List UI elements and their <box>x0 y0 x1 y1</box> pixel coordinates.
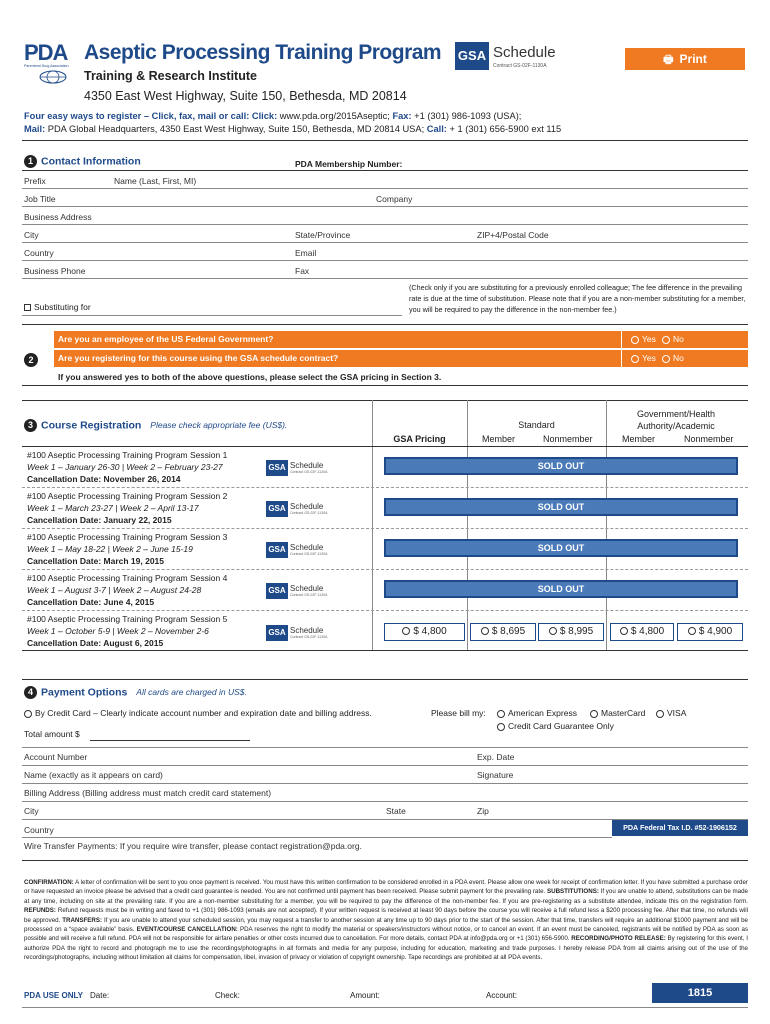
zip-field[interactable]: ZIP+4/Postal Code <box>477 230 549 240</box>
price-gov-member[interactable]: $ 4,800 <box>610 623 674 641</box>
radio-icon <box>497 710 505 718</box>
course-session-4 <box>27 572 227 608</box>
session-weeks: Week 1 – October 5-9 | Week 2 – November 2-6 <box>27 626 209 636</box>
price-gsa[interactable]: $ 4,800 <box>384 623 465 641</box>
register-call-label: Call: <box>424 124 447 134</box>
session-weeks: Week 1 – August 3-7 | Week 2 – August 24-28 <box>27 585 202 595</box>
substituting-checkbox[interactable] <box>24 302 91 312</box>
register-call: + 1 (301) 656-5900 ext 115 <box>446 124 562 134</box>
gov-member-header: Member <box>622 434 656 444</box>
gsa-pricing-header: GSA Pricing <box>393 434 446 444</box>
total-amount-field[interactable]: Total amount $ <box>24 729 80 739</box>
radio-icon <box>631 355 639 363</box>
billing-zip-field[interactable]: Zip <box>477 806 489 816</box>
price-gov-nonmember[interactable]: $ 4,900 <box>677 623 743 641</box>
gsa-schedule-text: Schedule <box>493 44 556 61</box>
institute-name: Training & Research Institute <box>84 69 257 83</box>
substituting-label: Substituting for <box>34 302 91 312</box>
amex-option[interactable]: American Express <box>497 708 577 718</box>
gsa-contract-row <box>54 350 748 367</box>
pda-use-only-label: PDA USE ONLY <box>24 991 83 1000</box>
radio-icon <box>656 710 664 718</box>
radio-icon <box>24 710 32 718</box>
pda-logo-tagline: Parenteral Drug Association <box>24 64 69 68</box>
gov-employee-question: Are you an employee of the US Federal Government? <box>58 334 274 344</box>
account-number-field[interactable]: Account Number <box>24 752 88 762</box>
course-session-5 <box>27 613 227 649</box>
wire-transfer-note: Wire Transfer Payments: If you require wire transfer, please contact registration@pda.org. <box>24 841 362 851</box>
session-weeks: Week 1 – May 18-22 | Week 2 – June 15-19 <box>27 544 193 554</box>
print-label: Print <box>679 52 707 66</box>
radio-icon <box>549 627 557 635</box>
payment-section-heading <box>24 686 247 699</box>
gsa-schedule-mini-logo: GSA Schedule Contract GS-02F-1130A <box>266 625 336 641</box>
footer-date-label: Date: <box>90 991 110 1000</box>
name-on-card-field[interactable]: Name (exactly as it appears on card) <box>24 770 163 780</box>
state-field[interactable]: State/Province <box>295 230 351 240</box>
city-field[interactable]: City <box>24 230 39 240</box>
billing-state-field[interactable]: State <box>386 806 406 816</box>
visa-option[interactable]: VISA <box>656 708 686 718</box>
signature-field[interactable]: Signature <box>477 770 514 780</box>
gov-employee-row <box>54 331 748 348</box>
contact-section-heading <box>24 155 141 168</box>
exp-date-field[interactable]: Exp. Date <box>477 752 515 762</box>
register-ways: Four easy ways to register – Click, fax, mail or call: Click: <box>24 111 278 121</box>
session-title: #100 Aseptic Processing Training Program Session 1 <box>27 450 228 460</box>
footer-check-label: Check: <box>215 991 240 1000</box>
section-number-2: 2 <box>24 353 42 367</box>
checkbox-icon <box>24 304 31 311</box>
gsa-schedule-mini-logo: GSA Schedule Contract GS-02F-1130A <box>266 542 336 558</box>
payment-subtitle: All cards are charged in US$. <box>136 687 247 698</box>
sold-out-bar: SOLD OUT <box>384 457 738 475</box>
gsa-box: GSA <box>455 42 489 70</box>
session-cancel: Cancellation Date: August 6, 2015 <box>27 638 164 648</box>
footer-account-label: Account: <box>486 991 518 1000</box>
register-url[interactable]: www.pda.org/2015Aseptic; <box>277 111 390 121</box>
company-field[interactable]: Company <box>376 194 413 204</box>
email-field[interactable]: Email <box>295 248 317 258</box>
gsa-contract-text: Contract GS-02F-1130A <box>493 63 547 69</box>
institute-address: 4350 East West Highway, Suite 150, Bethesda, MD 20814 <box>84 89 407 103</box>
standard-member-header: Member <box>482 434 516 444</box>
gsa-note: If you answered yes to both of the above questions, please select the GSA pricing in Section 3. <box>58 372 442 382</box>
register-mail: PDA Global Headquarters, 4350 East West Highway, Suite 150, Bethesda, MD 20814 USA; <box>45 124 425 134</box>
footer-amount-label: Amount: <box>350 991 380 1000</box>
course-session-1 <box>27 449 227 485</box>
standard-nonmember-header: Nonmember <box>543 434 593 444</box>
guarantee-option[interactable]: Credit Card Guarantee Only <box>497 721 614 731</box>
register-line-1 <box>24 111 521 121</box>
radio-icon <box>497 723 505 731</box>
form-code-badge: 1815 <box>652 983 748 1003</box>
session-cancel: Cancellation Date: March 19, 2015 <box>27 556 165 566</box>
gov-employee-yes[interactable]: Yes <box>631 334 656 344</box>
register-line-2 <box>24 124 561 134</box>
bill-my-label: Please bill my: <box>431 708 486 718</box>
billing-address-field[interactable]: Billing Address (Billing address must match credit card statement) <box>24 788 272 798</box>
business-phone-field[interactable]: Business Phone <box>24 266 86 276</box>
session-weeks: Week 1 – March 23-27 | Week 2 – April 13-17 <box>27 503 199 513</box>
sold-out-bar: SOLD OUT <box>384 539 738 557</box>
radio-icon <box>662 355 670 363</box>
pda-logo-text: PDA <box>24 40 68 65</box>
course-session-3 <box>27 531 227 567</box>
terms-fineprint: CONFIRMATION: A letter of confirmation will be sent to you once payment is received. You must have this written confirmation to be considered enrolled in a PDA event. Please allow one week for receipt of confirmation letter. If you have submitted a purchase order or have requested an invoice please be advised that a credit card guarantee is needed. You are not confirmed until payment has been received. Please submit payment for the prevailing rate. SUBSTITUTIONS: If you are unable to attend, substitutions can be made at any time, including on site at the prevailing rate. If you are a non-member substituting for a member, you will be required to pay the difference of the non-member fee. If you are pre-registering as a substitute attendee, indicate this on the registration form. REFUNDS: Refund requests must be in writing and faxed to +1 (301) 986-1093 (emails are not accepted). If your written request is received at least 90 days before the course you will receive a full refund less a $200 processing fee. After that time, no refunds will be approved. TRANSFERS: If you are unable to attend your scheduled session, you may request a transfer to another session at any time up to 90 days prior to the start of the session. After that time, transfers will require an additional $1000 payment and will be processed on a “space available” basis. EVENT/COURSE CANCELLATION: PDA reserves the right to modify the material or speakers/instructors without notice, or to cancel an event. If an event must be canceled, registrants will be notified by PDA as soon as possible and will receive a full refund. PDA will not be responsible for airfare penalties or other costs incurred due to cancellation. For more details, contact PDA at info@pda.org or +1 (301) 656-5900. RECORDING/PHOTO RELEASE: By registering for this event, I authorize PDA the right to record and photograph me to use the recordings/photographs in all formats and media for any purpose, including for education, marketing and trade purposes. I hereby release PDA from all claims arising out of the use of the recordings/photographs, including without limitation all claims for compensation, libel, invasion of privacy or violation of copyright ownership. Tape recordings are prohibited at all PDA events. <box>24 879 749 962</box>
billing-country-field[interactable]: Country <box>24 825 54 835</box>
section-number-4: 4 <box>24 686 37 699</box>
register-mail-label: Mail: <box>24 124 46 134</box>
session-cancel: Cancellation Date: November 26, 2014 <box>27 474 181 484</box>
course-session-2 <box>27 490 227 526</box>
radio-icon <box>688 627 696 635</box>
session-title: #100 Aseptic Processing Training Program Session 5 <box>27 614 228 624</box>
gov-nonmember-header: Nonmember <box>684 434 734 444</box>
radio-icon <box>590 710 598 718</box>
credit-card-option[interactable]: By Credit Card – Clearly indicate account number and expiration date and billing address. <box>24 708 372 718</box>
billing-city-field[interactable]: City <box>24 806 39 816</box>
gsa-contract-question: Are you registering for this course using the GSA schedule contract? <box>58 353 339 363</box>
mastercard-option[interactable]: MasterCard <box>590 708 645 718</box>
fax-field[interactable]: Fax <box>295 266 310 276</box>
session-title: #100 Aseptic Processing Training Program Session 4 <box>27 573 228 583</box>
session-cancel: Cancellation Date: June 4, 2015 <box>27 597 155 607</box>
sold-out-bar: SOLD OUT <box>384 498 738 516</box>
membership-number-label: PDA Membership Number: <box>295 159 403 169</box>
printer-icon: 🖶 <box>663 54 674 66</box>
print-button[interactable] <box>625 48 745 70</box>
course-section-heading <box>24 419 287 432</box>
country-field[interactable]: Country <box>24 248 54 258</box>
session-cancel: Cancellation Date: January 22, 2015 <box>27 515 172 525</box>
gsa-schedule-mini-logo: GSA Schedule Contract GS-02F-1130A <box>266 501 336 517</box>
price-standard-member[interactable]: $ 8,695 <box>470 623 536 641</box>
job-title-field[interactable]: Job Title <box>24 194 56 204</box>
radio-icon <box>620 627 628 635</box>
session-title: #100 Aseptic Processing Training Program Session 3 <box>27 532 228 542</box>
section-number-3: 3 <box>24 419 37 432</box>
gov-header: Government/Health Authority/Academic <box>636 409 716 431</box>
contact-title: Contact Information <box>41 155 141 168</box>
pda-logo <box>24 40 84 80</box>
session-title: #100 Aseptic Processing Training Program Session 2 <box>27 491 228 501</box>
price-standard-nonmember[interactable]: $ 8,995 <box>538 623 604 641</box>
gov-employee-no[interactable]: No <box>662 334 684 344</box>
radio-icon <box>481 627 489 635</box>
register-fax: +1 (301) 986-1093 (USA); <box>411 111 522 121</box>
register-fax-label: Fax: <box>389 111 412 121</box>
gsa-contract-yes[interactable]: Yes <box>631 353 656 363</box>
sold-out-bar: SOLD OUT <box>384 580 738 598</box>
radio-icon <box>631 336 639 344</box>
tax-id-badge: PDA Federal Tax I.D. #52-1906152 <box>612 820 748 836</box>
business-address-field[interactable]: Business Address <box>24 212 92 222</box>
page-title: Aseptic Processing Training Program <box>84 41 442 64</box>
gsa-contract-no[interactable]: No <box>662 353 684 363</box>
course-title: Course Registration <box>41 419 142 432</box>
globe-icon <box>38 70 68 84</box>
radio-icon <box>402 627 410 635</box>
gsa-schedule-logo <box>455 42 575 72</box>
gsa-schedule-mini-logo: GSA Schedule Contract GS-02F-1130A <box>266 460 336 476</box>
substitute-note: (Check only if you are substituting for a previously enrolled colleague; The fee difference in the prevailing rate is due at the time of substitution. Please note that if you are a non-member substituting for a member, you will be required to pay the difference in the non-member fee.) <box>409 283 746 314</box>
standard-header: Standard <box>518 420 555 430</box>
prefix-field[interactable]: Prefix <box>24 176 46 186</box>
section-number-1: 1 <box>24 155 37 168</box>
session-weeks: Week 1 – January 26-30 | Week 2 – February 23-27 <box>27 462 223 472</box>
radio-icon <box>662 336 670 344</box>
payment-title: Payment Options <box>41 686 128 699</box>
course-subtitle: Please check appropriate fee (US$). <box>150 420 288 431</box>
name-field[interactable]: Name (Last, First, MI) <box>114 176 197 186</box>
gsa-schedule-mini-logo: GSA Schedule Contract GS-02F-1130A <box>266 583 336 599</box>
